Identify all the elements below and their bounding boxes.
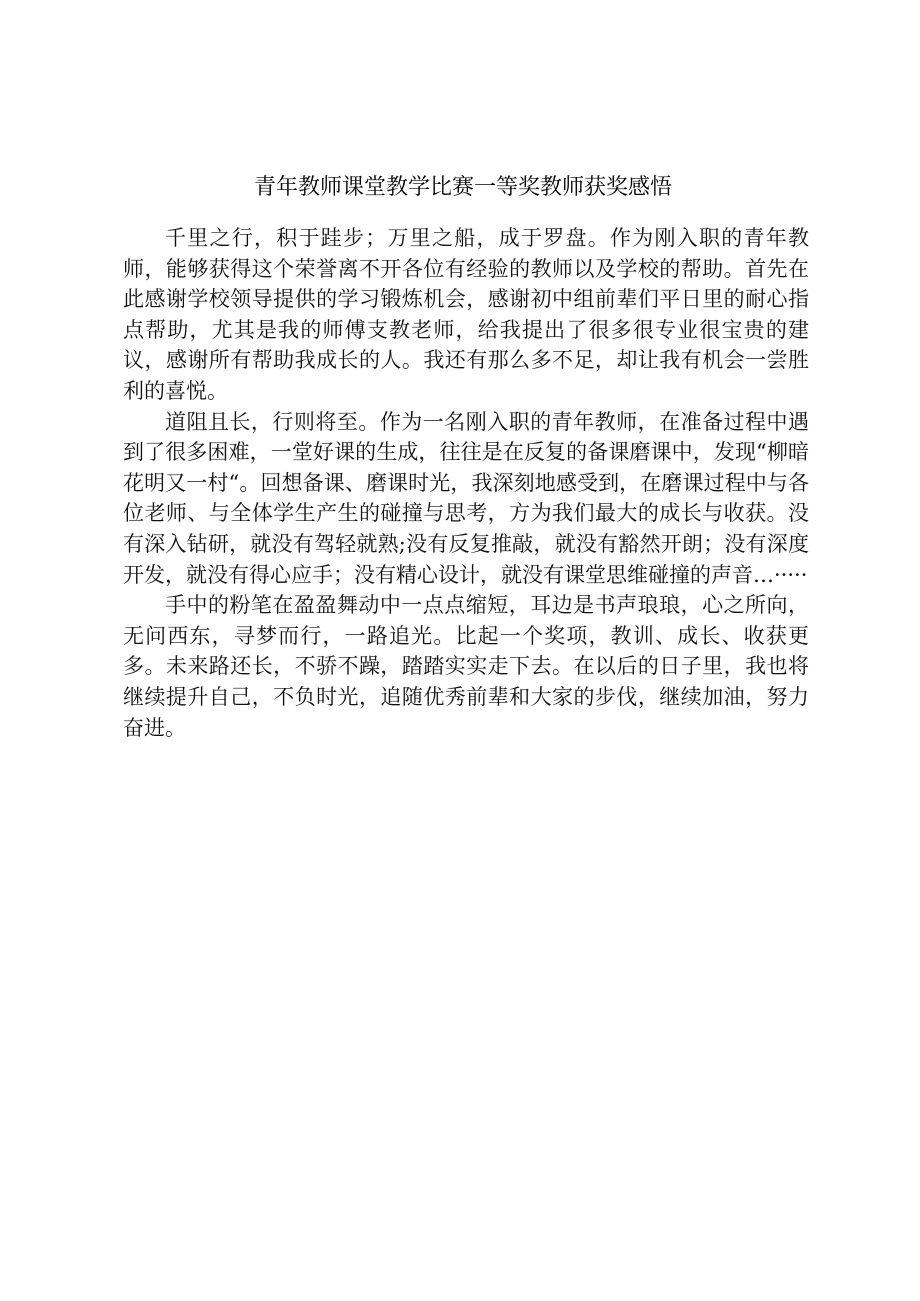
document-body xyxy=(123,223,809,743)
paragraph-3: 手中的粉笔在盈盈舞动中一点点缩短，耳边是书声琅琅，心之所向，无问西东，寻梦而行，一路追光。比起一个奖项，教训、成长、收获更多。未来路还长，不骄不躁，踏踏实实走下去。在以后的日子里，我也将继续提升自己，不负时光，追随优秀前辈和大家的步伐，继续加油，努力奋进。 xyxy=(123,593,809,740)
paragraph-1: 千里之行，积于跬步；万里之船，成于罗盘。作为刚入职的青年教师，能够获得这个荣誉离不开各位有经验的教师以及学校的帮助。首先在此感谢学校领导提供的学习锻炼机会，感谢初中组前辈们平日里的耐心指点帮助，尤其是我的师傅支教老师，给我提出了很多很专业很宝贵的建议，感谢所有帮助我成长的人。我还有那么多不足，却让我有机会一尝胜利的喜悦。 xyxy=(123,226,809,403)
document-title: 青年教师课堂教学比赛一等奖教师获奖感悟 xyxy=(253,175,672,200)
paragraph-2: 道阻且长，行则将至。作为一名刚入职的青年教师，在准备过程中遇到了很多困难，一堂好课的生成，往往是在反复的备课磨课中，发现“柳暗花明又一村“。回想备课、磨课时光，我深刻地感受到，在磨课过程中与各位老师、与全体学生产生的碰撞与思考，方为我们最大的成长与收获。没有深入钻研，就没有驾轻就熟;没有反复推敲，就没有豁然开朗；没有深度开发，就没有得心应手；没有精心设计，就没有课堂思维碰撞的声音…····· xyxy=(123,409,809,587)
